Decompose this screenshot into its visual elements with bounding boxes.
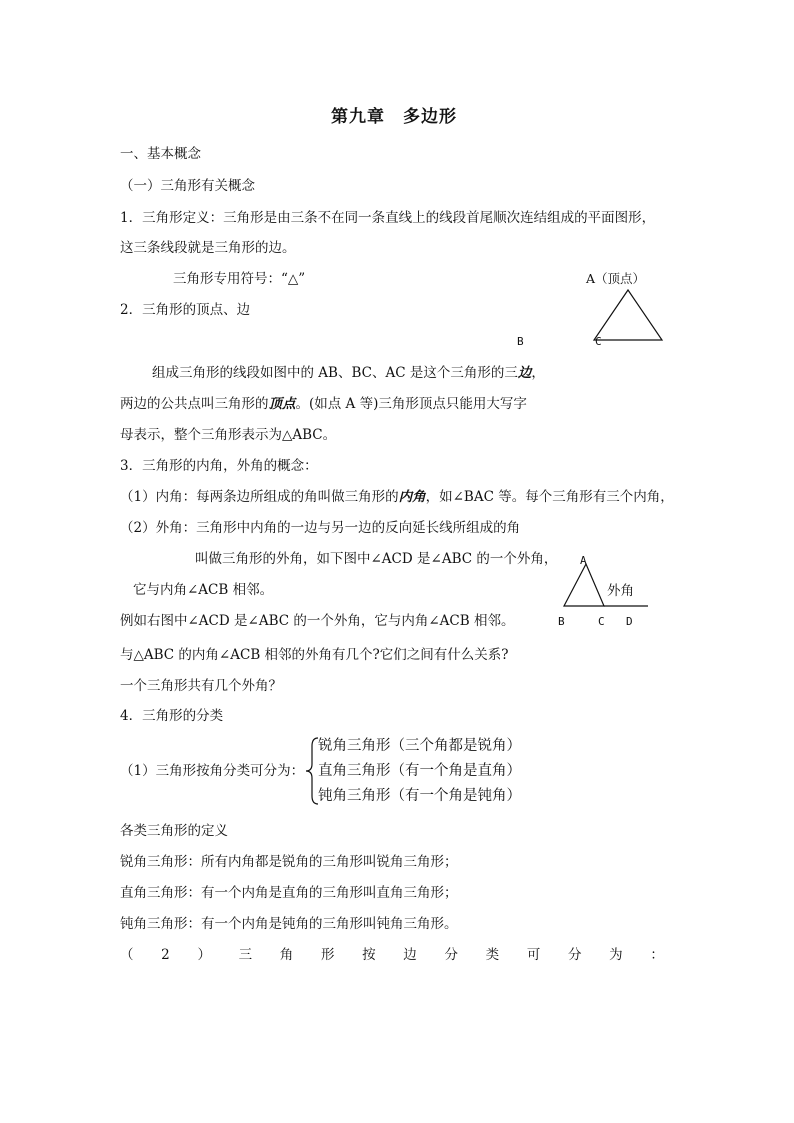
exterior-angle-line-1: （2）外角：三角形中内角的一边与另一边的反向延长线所组成的角	[120, 520, 521, 536]
angles-heading: 3．三角形的内角，外角的概念：	[120, 458, 318, 474]
vertex-b-label: B	[517, 335, 524, 348]
vertex-c-label: C	[595, 335, 602, 348]
sides-paragraph-line-1: 组成三角形的线段如图中的 AB、BC、AC 是这个三角形的三边，	[152, 365, 545, 381]
fig2-exterior-label: 外角	[607, 583, 634, 599]
fig2-point-d-label: D	[626, 615, 633, 628]
definition-line-2: 这三条线段就是三角形的边。	[120, 240, 296, 256]
section-heading: 一、基本概念	[120, 146, 201, 162]
interior-angle-line: （1）内角：每两条边所组成的角叫做三角形的内角，如∠BAC 等。每个三角形有三个内角，	[120, 489, 674, 505]
question-1: 与△ABC 的内角∠ACB 相邻的外角有几个?它们之间有什么关系?	[120, 647, 509, 663]
definitions-heading: 各类三角形的定义	[120, 823, 228, 839]
class-item-acute: 锐角三角形（三个角都是锐角）	[318, 738, 521, 754]
question-2: 一个三角形共有几个外角？	[120, 678, 282, 694]
class-item-right: 直角三角形（有一个角是直角）	[318, 763, 521, 779]
vertex-a-label: A（顶点）	[586, 271, 646, 286]
sides-paragraph-line-2: 两边的公共点叫三角形的顶点。(如点 A 等)三角形顶点只能用大写字	[120, 396, 527, 412]
definition-line-1: 1．三角形定义：三角形是由三条不在同一条直线上的线段首尾顺次连结组成的平面图形，	[120, 210, 656, 226]
class-item-obtuse: 钝角三角形（有一个角是钝角）	[318, 788, 521, 804]
definition-obtuse: 钝角三角形：有一个内角是钝角的三角形叫钝角三角形。	[120, 916, 458, 932]
subsection-heading: （一）三角形有关概念	[120, 178, 255, 194]
sides-paragraph-line-3: 母表示，整个三角形表示为△ABC。	[120, 427, 337, 443]
vertex-side-heading: 2．三角形的顶点、边	[120, 302, 251, 318]
classification-brace	[306, 738, 318, 804]
classification-heading: 4．三角形的分类	[120, 708, 224, 724]
definition-acute: 锐角三角形：所有内角都是锐角的三角形叫锐角三角形；	[120, 854, 458, 870]
definition-right: 直角三角形：有一个内角是直角的三角形叫直角三角形；	[120, 885, 458, 901]
angle-classification-label: （1）三角形按角分类可分为：	[120, 763, 305, 779]
symbol-line: 三角形专用符号：“△”	[173, 271, 306, 287]
side-classification-line: （ 2 ） 三 角 形 按 边 分 类 可 分 为 ：	[120, 947, 664, 963]
exterior-angle-line-2: 叫做三角形的外角，如下图中∠ACD 是∠ABC 的一个外角，	[195, 551, 558, 567]
fig2-vertex-c-label: C	[598, 615, 605, 628]
exterior-angle-line-3: 它与内角∠ACB 相邻。	[133, 582, 274, 598]
fig2-vertex-b-label: B	[558, 615, 565, 628]
exterior-angle-example: 例如右图中∠ACD 是∠ABC 的一个外角，它与内角∠ACB 相邻。	[120, 613, 515, 629]
page-title: 第九章 多边形	[331, 107, 457, 127]
fig2-vertex-a-label: A	[580, 554, 587, 567]
